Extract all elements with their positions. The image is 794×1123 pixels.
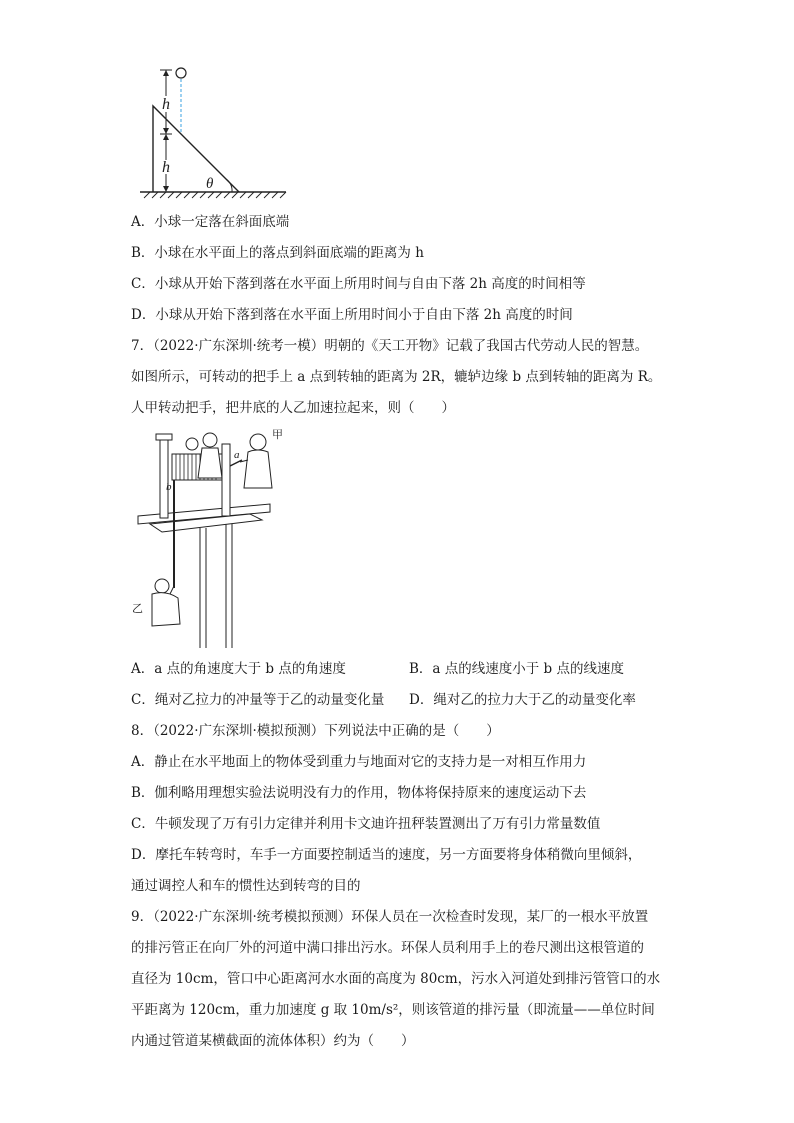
label-b: b <box>166 481 172 493</box>
q8-stem: 8．（2022·广东深圳·模拟预测）下列说法中正确的是（ ） <box>131 723 500 739</box>
q8-option-d: D．摩托车转弯时，车手一方面要控制适当的速度，另一方面要将身体稍微向里倾斜， <box>131 847 642 863</box>
option-letter: A． <box>131 661 155 677</box>
q9-line1: 9．（2022·广东深圳·统考模拟预测）环保人员在一次检查时发现，某厂的一根水平放置 <box>131 909 649 925</box>
q8-option-c: C．牛顿发现了万有引力定律并利用卡文迪许扭秤装置测出了万有引力常量数值 <box>131 816 601 832</box>
option-text: 小球在水平面上的落点到斜面底端的距离为 h <box>154 245 424 261</box>
q7-option-d <box>409 690 636 710</box>
windlass-well-figure <box>130 428 300 652</box>
frame-post-right <box>222 444 230 516</box>
theta-label: θ <box>206 176 214 192</box>
option-letter: B． <box>409 661 433 677</box>
person-yi <box>152 579 180 626</box>
q7-option-c <box>131 690 384 710</box>
frame-post-left <box>160 438 168 518</box>
q6-option-d <box>131 305 573 325</box>
label-jia: 甲 <box>272 428 283 441</box>
ball <box>176 68 186 78</box>
q9-line2: 的排污管正在向厂外的河道中满口排出污水。环保人员利用手上的卷尺测出这根管道的 <box>131 940 644 956</box>
option-letter: A． <box>131 214 155 230</box>
q6-option-b <box>131 243 424 263</box>
option-text: a 点的角速度大于 b 点的角速度 <box>154 661 346 677</box>
person-jia <box>240 434 272 488</box>
q6-option-a <box>131 212 289 232</box>
option-letter: D． <box>409 692 434 708</box>
h-bottom-label: h <box>162 159 170 176</box>
q9-line5: 内通过管道某横截面的流体体积）约为（ ） <box>131 1033 415 1049</box>
option-text: 小球从开始下落到落在水平面上所用时间与自由下落 2h 高度的时间相等 <box>154 276 586 292</box>
option-text: 小球从开始下落到落在水平面上所用时间小于自由下落 2h 高度的时间 <box>155 307 573 323</box>
q6-option-c <box>131 274 586 294</box>
option-text: a 点的线速度小于 b 点的线速度 <box>432 661 624 677</box>
q9-line4: 平距离为 120cm，重力加速度 g 取 10m/s²，则该管道的排污量（即流量——单位时间 <box>131 1002 655 1018</box>
incline-figure <box>140 62 290 202</box>
q7-stem-line2: 如图所示，可转动的把手上 a 点到转轴的距离为 2R，辘轳边缘 b 点到转轴的距离为 R。 <box>131 369 662 385</box>
h-top-label: h <box>162 96 170 113</box>
option-letter: C． <box>131 276 155 292</box>
q9-line3: 直径为 10cm，管口中心距离河水水面的高度为 80cm，污水入河道处到排污管管口的水 <box>131 971 661 987</box>
option-letter: C． <box>131 692 155 708</box>
label-yi: 乙 <box>132 602 143 615</box>
q7-stem-line1: 7．（2022·广东深圳·统考一模）明朝的《天工开物》记载了我国古代劳动人民的智慧。 <box>131 338 649 354</box>
q7-stem-line3: 人甲转动把手，把井底的人乙加速拉起来，则（ ） <box>131 400 455 416</box>
option-text: 绳对乙拉力的冲量等于乙的动量变化量 <box>154 692 385 708</box>
option-letter: B． <box>131 245 155 261</box>
option-text: 绳对乙的拉力大于乙的动量变化率 <box>433 692 636 708</box>
option-letter: D． <box>131 307 156 323</box>
q8-option-d-cont: 通过调控人和车的惯性达到转弯的目的 <box>131 878 361 894</box>
q7-option-a <box>131 659 346 679</box>
label-a: a <box>234 449 240 461</box>
option-text: 小球一定落在斜面底端 <box>154 214 290 230</box>
q7-option-b <box>409 659 624 679</box>
q8-option-a: A．静止在水平地面上的物体受到重力与地面对它的支持力是一对相互作用力 <box>131 754 587 770</box>
q8-option-b: B．伽利略用理想实验法说明没有力的作用，物体将保持原来的速度运动下去 <box>131 785 587 801</box>
